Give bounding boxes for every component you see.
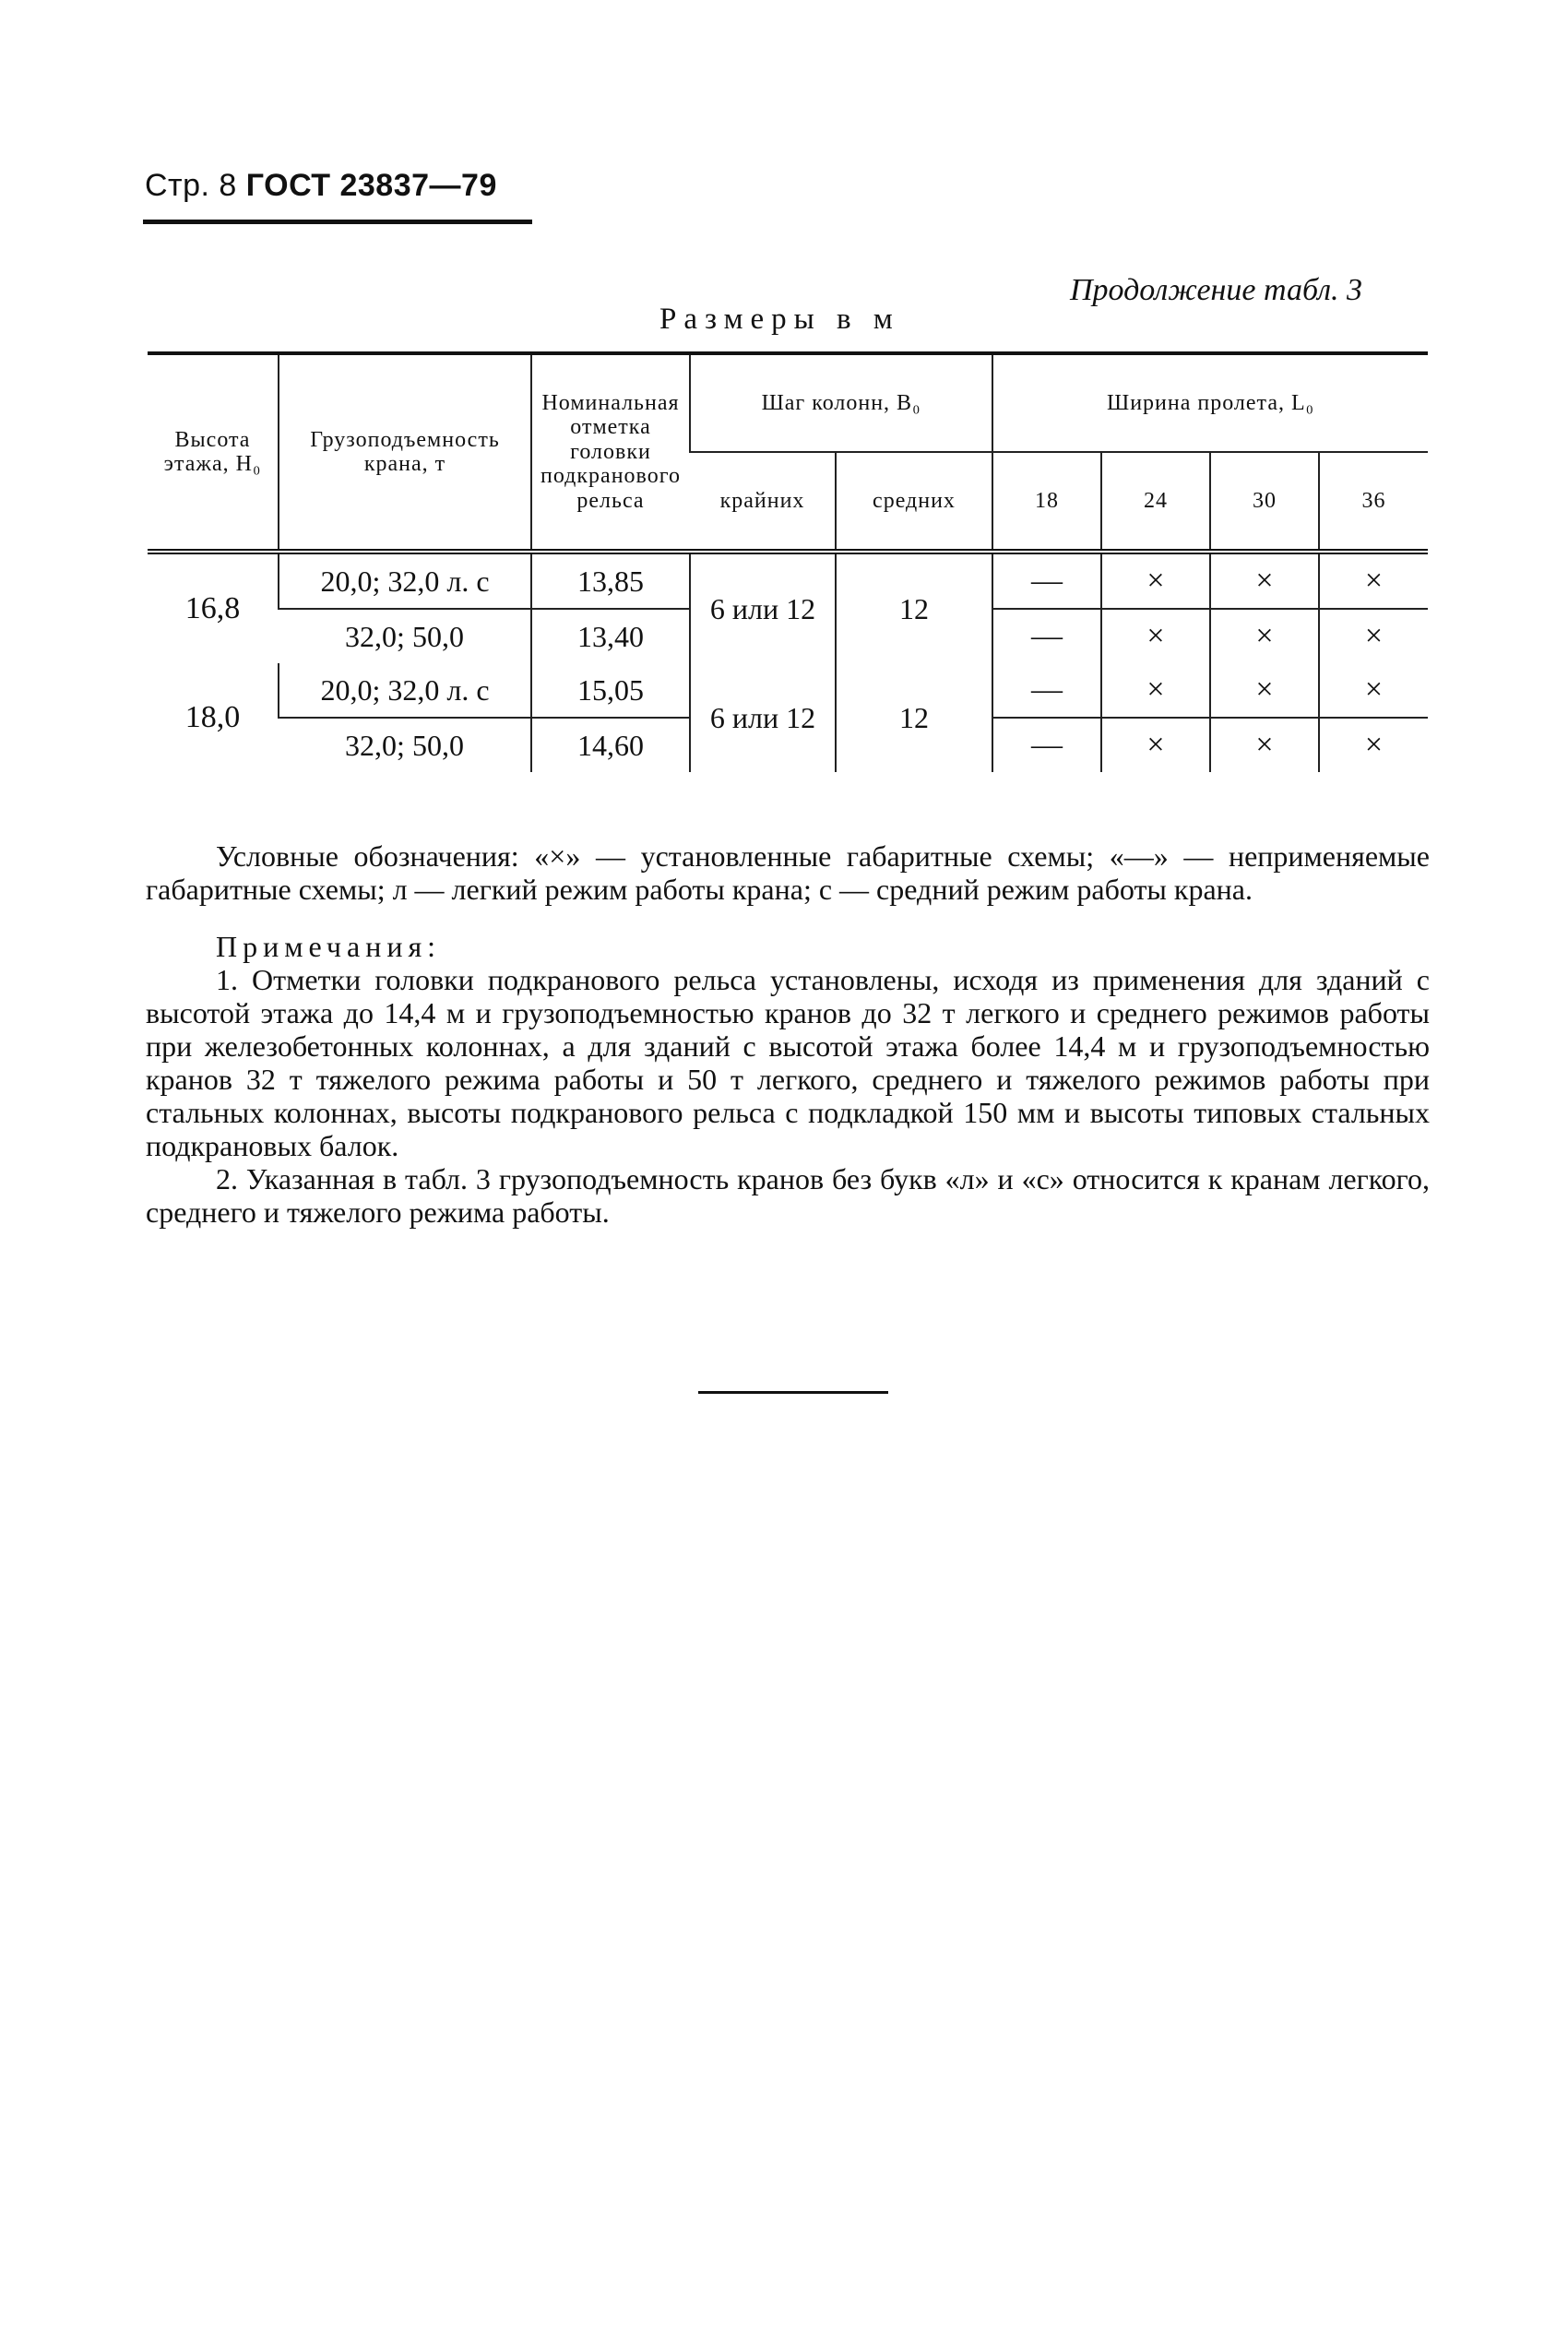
cell-rail-mark: 15,05	[531, 663, 690, 718]
cell-span-30: ×	[1210, 718, 1319, 772]
notes-block	[146, 839, 1430, 1229]
cell-rail-mark: 13,40	[531, 609, 690, 663]
gost-number: ГОСТ 23837—79	[245, 168, 497, 203]
cell-span-36: ×	[1319, 609, 1428, 663]
note-item: 1. Отметки головки подкранового рельса установлены, исходя из применения для зданий с высотой этажа до 14,4 м и грузоподъемностью кранов до 32 т легкого и среднего режимов работы при железобетонных колоннах, а для зданий с высотой этажа более 14,4 м и грузоподъемностью кранов 32 т тяжелого режима работы и 50 т легкого, среднего и тяжелого режимов работы при стальных колоннах, высоты подкранового рельса с подкладкой 150 мм и высоты типовых стальных подкрановых балок.	[146, 963, 1430, 1162]
cell-span-36: ×	[1319, 718, 1428, 772]
cell-span-18: —	[992, 718, 1101, 772]
header-span-30: 30	[1210, 452, 1319, 552]
cell-rail-mark: 14,60	[531, 718, 690, 772]
cell-step-middle: 12	[836, 663, 992, 772]
header-span-24: 24	[1101, 452, 1210, 552]
table-row	[148, 663, 1428, 718]
cell-height: 18,0	[184, 700, 241, 734]
units-label: Размеры в м	[659, 303, 900, 336]
table-row	[148, 552, 1428, 609]
notes-title: Примечания:	[216, 930, 442, 963]
cell-capacity: 32,0; 50,0	[345, 728, 464, 762]
header-span-36: 36	[1319, 452, 1428, 552]
page-number: Стр. 8	[145, 168, 237, 203]
cell-span-30: ×	[1210, 552, 1319, 609]
page-header	[145, 168, 497, 204]
cell-rail-mark: 13,85	[531, 552, 690, 609]
cell-span-18: —	[992, 552, 1101, 609]
end-rule	[698, 1391, 888, 1394]
cell-step-edge: 6 или 12	[690, 552, 836, 663]
header-step-edge: крайних	[690, 452, 836, 552]
cell-span-24: ×	[1101, 663, 1210, 718]
cell-capacity: 20,0; 32,0 л. с	[279, 552, 531, 609]
note-item: 2. Указанная в табл. 3 грузоподъемность кранов без букв «л» и «с» относится к кранам легкого, среднего и тяжелого режима работы.	[146, 1162, 1430, 1229]
cell-span-36: ×	[1319, 663, 1428, 718]
header-span-18: 18	[992, 452, 1101, 552]
cell-span-36: ×	[1319, 552, 1428, 609]
cell-step-middle: 12	[836, 552, 992, 663]
cell-span-30: ×	[1210, 663, 1319, 718]
cell-span-30: ×	[1210, 609, 1319, 663]
legend-text: Условные обозначения: «×» — установленные габаритные схемы; «—» — неприменяемые габаритные схемы; л — легкий режим работы крана; с — средний режим работы крана.	[146, 839, 1430, 906]
header-column-step: Шаг колонн, B₀	[690, 353, 992, 452]
header-rail-mark: Номинальная отметка головки подкранового рельса	[531, 353, 690, 552]
header-step-middle: средних	[836, 452, 992, 552]
table-continuation-label: Продолжение табл. 3	[1070, 273, 1363, 307]
cell-span-24: ×	[1101, 718, 1210, 772]
header-height: Высота этажа, H₀	[148, 353, 279, 552]
cell-step-edge: 6 или 12	[690, 663, 836, 772]
header-capacity: Грузоподъемность крана, т	[279, 353, 531, 552]
crane-table	[148, 351, 1428, 772]
cell-capacity: 20,0; 32,0 л. с	[279, 663, 531, 718]
cell-span-24: ×	[1101, 552, 1210, 609]
cell-span-24: ×	[1101, 609, 1210, 663]
header-rule	[143, 220, 532, 224]
cell-capacity: 32,0; 50,0	[345, 619, 464, 653]
cell-span-18: —	[992, 609, 1101, 663]
cell-span-18: —	[992, 663, 1101, 718]
header-span-width: Ширина пролета, L₀	[992, 353, 1428, 452]
cell-height: 16,8	[184, 591, 241, 625]
